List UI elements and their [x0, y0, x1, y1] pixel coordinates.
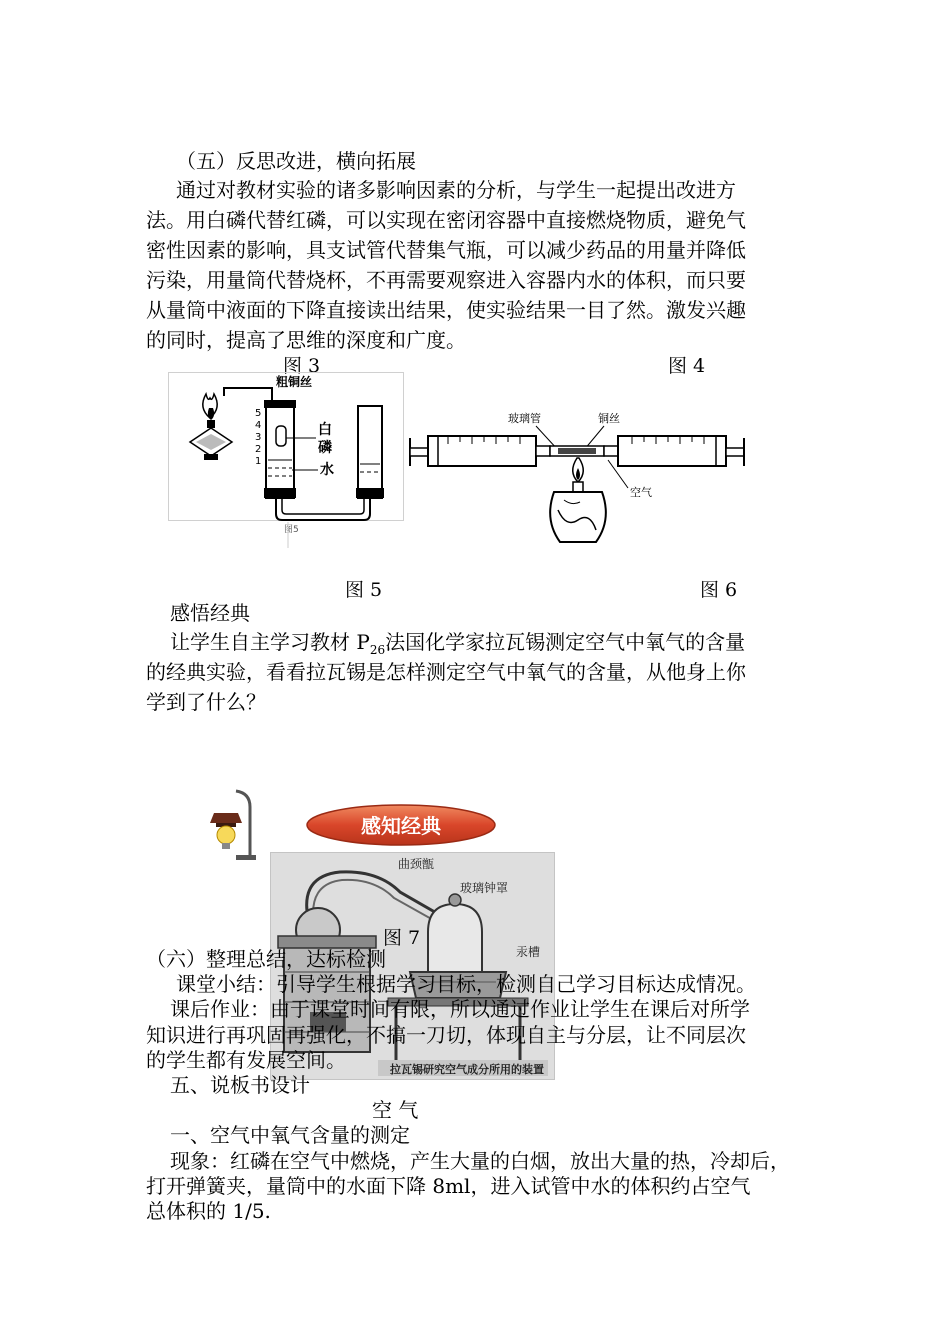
fig5-caption: 图 5	[345, 579, 383, 601]
alcohol-lamp-icon	[190, 394, 232, 460]
classic-banner	[305, 803, 497, 847]
section5-heading: （五）反思改进，横向拓展	[176, 149, 416, 173]
retort-label: 曲颈甑	[398, 857, 435, 871]
fig7-caption: 图 7	[383, 927, 421, 949]
section6-homework-2: 知识进行再巩固再强化，不搞一刀切，体现自主与分层，让不同层次	[146, 1023, 746, 1047]
trough-label: 汞槽	[516, 945, 541, 959]
section5-line-1: 通过对教材实验的诸多影响因素的分析，与学生一起提出改进方	[176, 178, 736, 202]
section5-line-6: 的同时，提高了思维的深度和广度。	[146, 328, 466, 352]
scale-5: 5	[255, 408, 262, 419]
scale-1: 1	[255, 456, 262, 467]
board-observation-1: 现象：红磷在空气中燃烧，产生大量的白烟，放出大量的热，冷却后，	[170, 1149, 790, 1173]
section5-line-4: 污染，用量筒代替烧杯，不再需要观察进入容器内水的体积，而只要	[146, 268, 746, 292]
section5-line-3: 密性因素的影响，具支试管代替集气瓶，可以减少药品的用量并降低	[146, 238, 746, 262]
scale-2: 2	[255, 444, 262, 455]
fig5-tiny-label: 图5	[284, 525, 299, 535]
fig5-phos1: 白	[318, 422, 332, 438]
fig6-caption: 图 6	[700, 579, 738, 601]
section6-homework-3: 的学生都有发展空间。	[146, 1048, 346, 1072]
fig5-phos2: 磷	[318, 440, 332, 456]
section6-heading: （六）整理总结，达标检测	[146, 947, 386, 971]
classic-heading: 感悟经典	[170, 601, 250, 625]
section6-summary: 课堂小结：引导学生根据学习目标，检测自己学习目标达成情况。	[176, 972, 756, 996]
belljar-label: 玻璃钟罩	[460, 881, 509, 895]
scale-4: 4	[255, 420, 262, 431]
fig5-apparatus	[168, 372, 404, 550]
oil-lamp-icon	[206, 787, 260, 863]
board-observation-3: 总体积的 1/5.	[146, 1199, 271, 1223]
fig3-caption: 图 3	[283, 355, 321, 377]
fig4-caption: 图 4	[668, 355, 706, 377]
banner-text: 感知经典	[361, 814, 441, 838]
fig6-copper-label: 铜丝	[598, 412, 620, 425]
section5-line-2: 法。用白磷代替红磷，可以实现在密闭容器中直接燃烧物质，避免气	[146, 208, 746, 232]
fig7-inner-caption: 拉瓦锡研究空气成分所用的装置	[390, 1063, 544, 1076]
classic-line-1: 让学生自主学习教材 $P_{26}$法国化学家拉瓦锡测定空气中氧气的含量	[170, 630, 746, 657]
classic-line-3: 学到了什么？	[146, 690, 266, 714]
fig5-water-label: 水	[320, 462, 334, 478]
fig6-apparatus	[408, 402, 758, 550]
alcohol-lamp-icon	[550, 458, 606, 542]
fig6-air-label: 空气	[630, 486, 652, 499]
board-heading: 五、说板书设计	[170, 1073, 310, 1097]
board-item-1: 一、空气中氧气含量的测定	[170, 1123, 410, 1147]
section6-homework-1: 课后作业：由于课堂时间有限，所以通过作业让学生在课后对所学	[170, 997, 750, 1021]
scale-3: 3	[255, 432, 262, 443]
board-observation-2: 打开弹簧夹，量筒中的水面下降 8ml，进入试管中水的体积约占空气	[146, 1174, 751, 1198]
fig5-wire-label: 粗铜丝	[276, 375, 313, 389]
section5-line-5: 从量筒中液面的下降直接读出结果，使实验结果一目了然。激发兴趣	[146, 298, 746, 322]
board-title: 空 气	[372, 1098, 419, 1122]
classic-line-2: 的经典实验，看看拉瓦锡是怎样测定空气中氧气的含量，从他身上你	[146, 660, 746, 684]
fig6-glasstube-label: 玻璃管	[508, 412, 541, 425]
